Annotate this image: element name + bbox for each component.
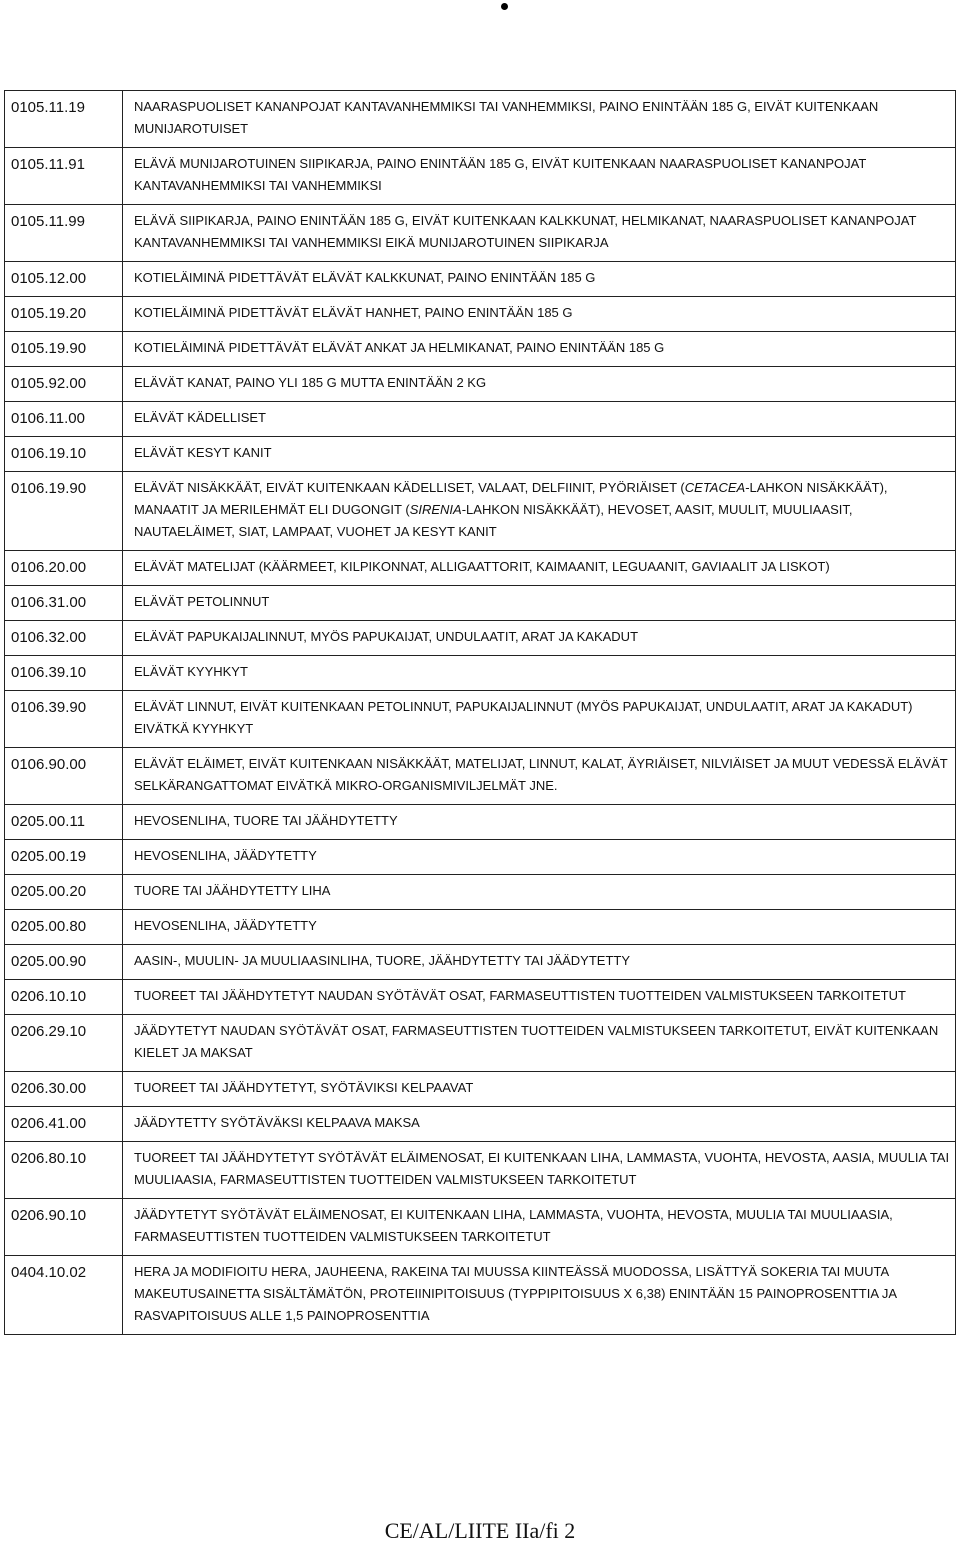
tariff-description	[123, 1072, 956, 1107]
table-row	[5, 691, 956, 748]
tariff-code: 0106.20.00	[5, 551, 123, 586]
tariff-description	[123, 748, 956, 805]
table-row	[5, 621, 956, 656]
table-row	[5, 148, 956, 205]
description-text: ELÄVÄT PETOLINNUT	[134, 594, 270, 609]
description-text: TUOREET TAI JÄÄHDYTETYT NAUDAN SYÖTÄVÄT OSAT, FARMASEUTTISTEN TUOTTEIDEN VALMISTUKSEEN TARKOITETUT	[134, 988, 906, 1003]
tariff-description	[123, 367, 956, 402]
tariff-code: 0106.19.90	[5, 472, 123, 551]
description-text: -LAHKON NISÄKKÄÄT), MANAATIT JA MERILEHMÄT ELI DUGONGIT (	[134, 480, 888, 517]
tariff-description	[123, 148, 956, 205]
tariff-code: 0206.10.10	[5, 980, 123, 1015]
tariff-code: 0205.00.19	[5, 840, 123, 875]
table-row	[5, 1199, 956, 1256]
table-row	[5, 367, 956, 402]
description-text: HEVOSENLIHA, JÄÄDYTETTY	[134, 848, 317, 863]
description-text: KOTIELÄIMINÄ PIDETTÄVÄT ELÄVÄT KALKKUNAT, PAINO ENINTÄÄN 185 G	[134, 270, 596, 285]
table-row	[5, 1015, 956, 1072]
table-row	[5, 262, 956, 297]
tariff-description	[123, 437, 956, 472]
table-row	[5, 472, 956, 551]
table-row	[5, 1142, 956, 1199]
tariff-code: 0105.12.00	[5, 262, 123, 297]
tariff-code: 0205.00.20	[5, 875, 123, 910]
tariff-code-table	[4, 90, 956, 1335]
page-footer-reference: CE/AL/LIITE IIa/fi 2	[384, 1518, 576, 1543]
tariff-description	[123, 1256, 956, 1335]
table-row	[5, 91, 956, 148]
tariff-code: 0105.19.20	[5, 297, 123, 332]
description-text: JÄÄDYTETYT NAUDAN SYÖTÄVÄT OSAT, FARMASEUTTISTEN TUOTTEIDEN VALMISTUKSEEN TARKOITETUT, EIVÄT KUITENKAAN KIELET JA MAKSAT	[134, 1023, 939, 1060]
description-text: HERA JA MODIFIOITU HERA, JAUHEENA, RAKEINA TAI MUUSSA KIINTEÄSSÄ MUODOSSA, LISÄTTYÄ SOKERIA TAI MUUTA MAKEUTUSAINETTA SISÄLTÄMÄTÖN, PROTEIINIPITOISUUS (TYPPIPITOISUUS X 6,38) ENINTÄÄN 15 PAINOPROSENTTIA JA RASVAPITOISUUS ALLE 1,5 PAINOPROSENTTIA	[134, 1264, 897, 1323]
description-text: ELÄVÄT KÄDELLISET	[134, 410, 266, 425]
description-text: AASIN-, MUULIN- JA MUULIAASINLIHA, TUORE, JÄÄHDYTETTY TAI JÄÄDYTETTY	[134, 953, 631, 968]
tariff-description	[123, 91, 956, 148]
table-row	[5, 551, 956, 586]
tariff-description	[123, 875, 956, 910]
tariff-code: 0106.31.00	[5, 586, 123, 621]
table-row	[5, 910, 956, 945]
table-row	[5, 945, 956, 980]
tariff-description	[123, 1107, 956, 1142]
tariff-description	[123, 1142, 956, 1199]
tariff-code: 0206.29.10	[5, 1015, 123, 1072]
bullet-dot	[501, 3, 508, 10]
table-row	[5, 1072, 956, 1107]
description-text: JÄÄDYTETYT SYÖTÄVÄT ELÄIMENOSAT, EI KUITENKAAN LIHA, LAMMASTA, VUOHTA, HEVOSTA, MUULIA TAI MUULIAASIA, FARMASEUTTISTEN TUOTTEIDEN VALMISTUKSEEN TARKOITETUT	[134, 1207, 893, 1244]
tariff-description	[123, 472, 956, 551]
description-text: ELÄVÄT KANAT, PAINO YLI 185 G MUTTA ENINTÄÄN 2 KG	[134, 375, 487, 390]
table-row	[5, 875, 956, 910]
description-text: ELÄVÄT LINNUT, EIVÄT KUITENKAAN PETOLINNUT, PAPUKAIJALINNUT (MYÖS PAPUKAIJAT, UNDULAATIT, ARAT JA KAKADUT) EIVÄTKÄ KYYHKYT	[134, 699, 913, 736]
tariff-code: 0205.00.80	[5, 910, 123, 945]
table-row	[5, 205, 956, 262]
table-row	[5, 297, 956, 332]
tariff-description	[123, 402, 956, 437]
description-text: HEVOSENLIHA, TUORE TAI JÄÄHDYTETTY	[134, 813, 398, 828]
tariff-description	[123, 910, 956, 945]
table-row	[5, 656, 956, 691]
description-text: KOTIELÄIMINÄ PIDETTÄVÄT ELÄVÄT HANHET, PAINO ENINTÄÄN 185 G	[134, 305, 573, 320]
tariff-code: 0105.11.19	[5, 91, 123, 148]
tariff-code: 0106.39.90	[5, 691, 123, 748]
tariff-description	[123, 262, 956, 297]
tariff-code: 0106.32.00	[5, 621, 123, 656]
table-row	[5, 586, 956, 621]
tariff-description	[123, 1015, 956, 1072]
tariff-description	[123, 656, 956, 691]
description-text: JÄÄDYTETTY SYÖTÄVÄKSI KELPAAVA MAKSA	[134, 1115, 420, 1130]
table-row	[5, 1107, 956, 1142]
description-text: KOTIELÄIMINÄ PIDETTÄVÄT ELÄVÄT ANKAT JA HELMIKANAT, PAINO ENINTÄÄN 185 G	[134, 340, 665, 355]
tariff-code: 0105.19.90	[5, 332, 123, 367]
table-row	[5, 402, 956, 437]
tariff-description	[123, 980, 956, 1015]
description-text: -LAHKON NISÄKKÄÄT), HEVOSET, AASIT, MUULIT, MUULIAASIT, NAUTAELÄIMET, SIAT, LAMPAAT, VUOHET JA KESYT KANIT	[134, 502, 853, 539]
description-text: ELÄVÄ SIIPIKARJA, PAINO ENINTÄÄN 185 G, EIVÄT KUITENKAAN KALKKUNAT, HELMIKANAT, NAARASPUOLISET KANANPOJAT KANTAVANHEMMIKSI TAI VANHEMMIKSI EIKÄ MUNIJAROTUINEN SIIPIKARJA	[134, 213, 917, 250]
tariff-description	[123, 621, 956, 656]
table-row	[5, 1256, 956, 1335]
description-text: ELÄVÄT NISÄKKÄÄT, EIVÄT KUITENKAAN KÄDELLISET, VALAAT, DELFIINIT, PYÖRIÄISET (	[134, 480, 685, 495]
description-text: TUORE TAI JÄÄHDYTETTY LIHA	[134, 883, 331, 898]
tariff-code: 0105.11.91	[5, 148, 123, 205]
description-text: HEVOSENLIHA, JÄÄDYTETTY	[134, 918, 317, 933]
tariff-code: 0106.90.00	[5, 748, 123, 805]
table-row	[5, 748, 956, 805]
tariff-description	[123, 551, 956, 586]
tariff-code: 0205.00.90	[5, 945, 123, 980]
tariff-code: 0205.00.11	[5, 805, 123, 840]
description-text: TUOREET TAI JÄÄHDYTETYT SYÖTÄVÄT ELÄIMENOSAT, EI KUITENKAAN LIHA, LAMMASTA, VUOHTA, HEVOSTA, AASIA, MUULIA TAI MUULIAASIA, FARMASEUTTISTEN TUOTTEIDEN VALMISTUKSEEN TARKOITETUT	[134, 1150, 950, 1187]
tariff-code: 0106.11.00	[5, 402, 123, 437]
latin-term: SIRENIA	[409, 502, 462, 517]
description-text: ELÄVÄT KYYHKYT	[134, 664, 248, 679]
tariff-code: 0206.80.10	[5, 1142, 123, 1199]
tariff-description	[123, 1199, 956, 1256]
tariff-code-table-body	[5, 91, 956, 1335]
tariff-code: 0106.39.10	[5, 656, 123, 691]
tariff-code: 0105.92.00	[5, 367, 123, 402]
tariff-code: 0106.19.10	[5, 437, 123, 472]
tariff-code: 0206.90.10	[5, 1199, 123, 1256]
description-text: ELÄVÄT KESYT KANIT	[134, 445, 272, 460]
table-row	[5, 980, 956, 1015]
tariff-description	[123, 840, 956, 875]
description-text: ELÄVÄT MATELIJAT (KÄÄRMEET, KILPIKONNAT, ALLIGAATTORIT, KAIMAANIT, LEGUAANIT, GAVIAALIT JA LISKOT)	[134, 559, 830, 574]
table-row	[5, 805, 956, 840]
tariff-code: 0105.11.99	[5, 205, 123, 262]
tariff-description	[123, 586, 956, 621]
tariff-code: 0206.41.00	[5, 1107, 123, 1142]
table-row	[5, 437, 956, 472]
tariff-description	[123, 205, 956, 262]
latin-term: CETACEA	[684, 480, 746, 495]
table-row	[5, 332, 956, 367]
description-text: ELÄVÄT PAPUKAIJALINNUT, MYÖS PAPUKAIJAT, UNDULAATIT, ARAT JA KAKADUT	[134, 629, 639, 644]
table-row	[5, 840, 956, 875]
tariff-description	[123, 297, 956, 332]
description-text: NAARASPUOLISET KANANPOJAT KANTAVANHEMMIKSI TAI VANHEMMIKSI, PAINO ENINTÄÄN 185 G, EIVÄT KUITENKAAN MUNIJAROTUISET	[134, 99, 879, 136]
tariff-description	[123, 332, 956, 367]
description-text: TUOREET TAI JÄÄHDYTETYT, SYÖTÄVIKSI KELPAAVAT	[134, 1080, 474, 1095]
description-text: ELÄVÄ MUNIJAROTUINEN SIIPIKARJA, PAINO ENINTÄÄN 185 G, EIVÄT KUITENKAAN NAARASPUOLISET KANANPOJAT KANTAVANHEMMIKSI TAI VANHEMMIKSI	[134, 156, 867, 193]
tariff-code: 0404.10.02	[5, 1256, 123, 1335]
description-text: ELÄVÄT ELÄIMET, EIVÄT KUITENKAAN NISÄKKÄÄT, MATELIJAT, LINNUT, KALAT, ÄYRIÄISET, NILVIÄISET JA MUUT VEDESSÄ ELÄVÄT SELKÄRANGATTOMAT EIVÄTKÄ MIKRO-ORGANISMIVILJELMÄT JNE.	[134, 756, 948, 793]
tariff-description	[123, 805, 956, 840]
tariff-code: 0206.30.00	[5, 1072, 123, 1107]
tariff-description	[123, 945, 956, 980]
tariff-description	[123, 691, 956, 748]
